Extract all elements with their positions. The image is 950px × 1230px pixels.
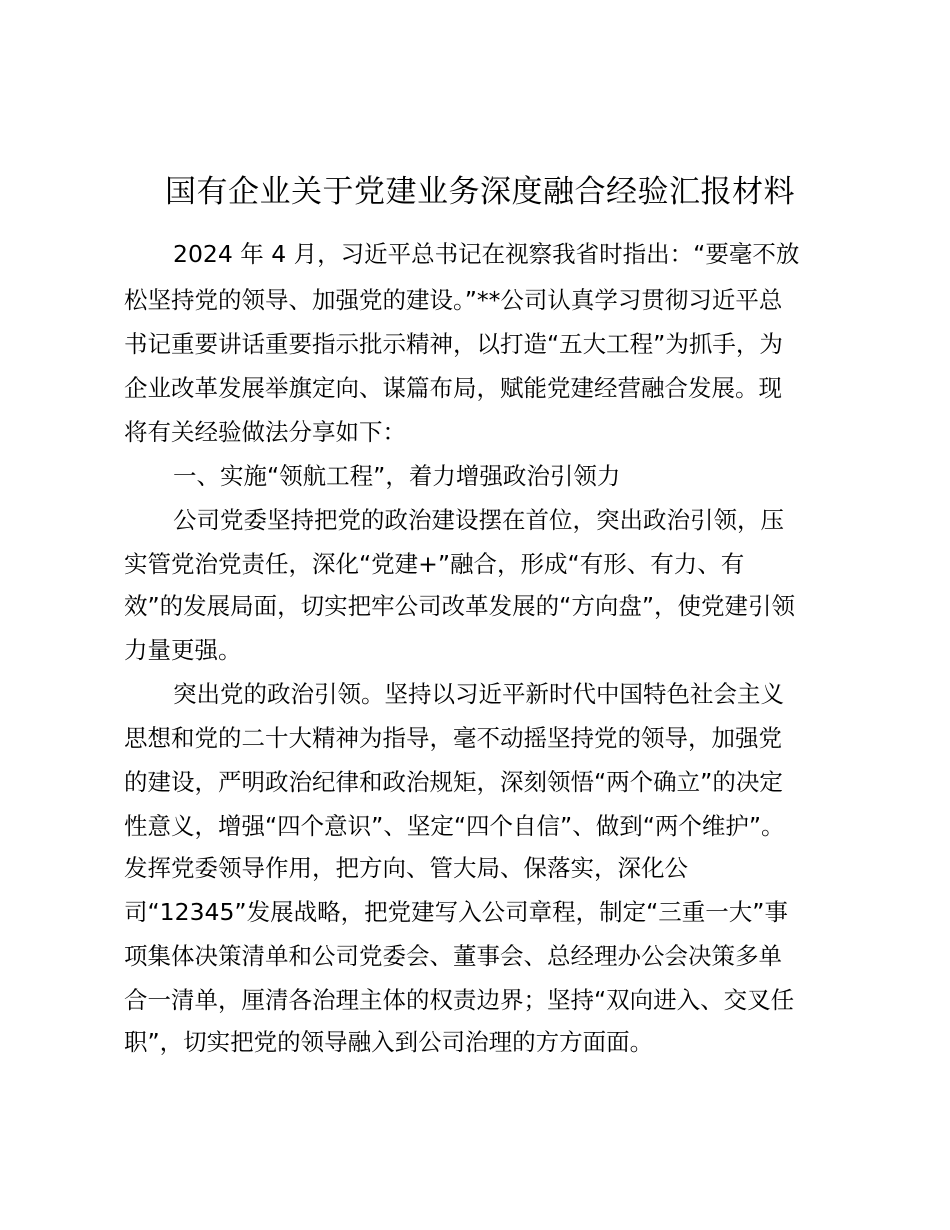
paragraph-line: 思想和党的二十大精神为指导，毫不动摇坚持党的领导，加强党 [124, 724, 782, 752]
paragraph-line: 书记重要讲话重要指示批示精神，以打造“五大工程”为抓手，为 [124, 330, 783, 358]
section-heading: 一、实施“领航工程”，着力增强政治引领力 [173, 462, 621, 490]
paragraph-line: 项集体决策清单和公司党委会、董事会、总经理办公会决策多单 [124, 942, 782, 970]
paragraph-line: 的建设，严明政治纪律和政治规矩，深刻领悟“两个确立”的决定 [124, 768, 783, 796]
paragraph-line: 企业改革发展举旗定向、谋篇布局，赋能党建经营融合发展。现 [124, 374, 782, 402]
paragraph-line: 发挥党委领导作用，把方向、管大局、保落实，深化公 [124, 854, 688, 882]
paragraph-line: 2024 年 4 月，习近平总书记在视察我省时指出：“要毫不放 [173, 240, 800, 268]
document-title: 国有企业关于党建业务深度融合经验汇报材料 [165, 174, 795, 210]
paragraph-line: 力量更强。 [124, 636, 242, 664]
paragraph-line: 突出党的政治引领。坚持以习近平新时代中国特色社会主义 [173, 680, 784, 708]
paragraph-line: 合一清单，厘清各治理主体的权责边界；坚持“双向进入、交叉任 [124, 986, 795, 1014]
paragraph-line: 公司党委坚持把党的政治建设摆在首位，突出政治引领，压 [173, 506, 784, 534]
paragraph-line: 职”，切实把党的领导融入到公司治理的方方面面。 [124, 1028, 654, 1056]
paragraph-line: 将有关经验做法分享如下： [124, 418, 406, 446]
paragraph-line: 司“12345”发展战略，把党建写入公司章程，制定“三重一大”事 [124, 898, 788, 926]
paragraph-line: 性意义，增强“四个意识”、坚定“四个自信”、做到“两个维护”。 [124, 812, 785, 840]
paragraph-line: 松坚持党的领导、加强党的建设。”**公司认真学习贯彻习近平总 [124, 286, 783, 314]
paragraph-line: 效”的发展局面，切实把牢公司改革发展的“方向盘”，使党建引领 [124, 592, 796, 620]
paragraph-line: 实管党治党责任，深化“党建+”融合，形成“有形、有力、有 [124, 550, 745, 578]
